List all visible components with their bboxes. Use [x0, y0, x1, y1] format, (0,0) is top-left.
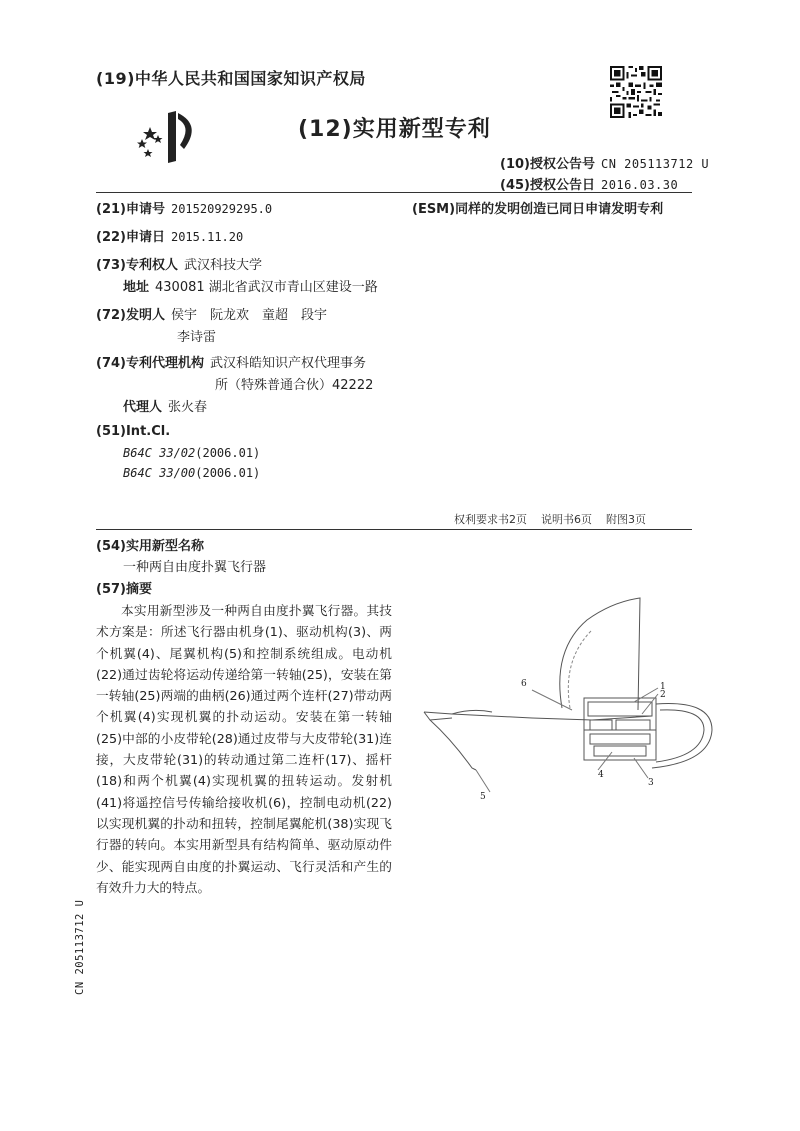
address-row	[123, 276, 378, 295]
drawing-label: 2	[660, 690, 666, 700]
address-label: 地址	[123, 280, 150, 295]
agent-row	[123, 396, 207, 415]
ipc-entry	[123, 446, 260, 461]
esm-note: (ESM)同样的发明创造已同日申请发明专利	[412, 202, 664, 217]
ipc-version: (2006.01)	[195, 446, 261, 460]
leader-lines	[476, 688, 658, 792]
aircraft-drawing	[412, 590, 742, 810]
description-pages: 说明书6页	[541, 513, 592, 526]
agent-label: 代理人	[123, 400, 163, 415]
header-divider	[96, 192, 692, 193]
application-number-row	[96, 198, 272, 217]
drawing-label: 5	[480, 792, 486, 802]
intcl-label: (51)Int.Cl.	[96, 424, 171, 439]
agent-value: 张火春	[168, 400, 208, 415]
inventors-row	[96, 304, 327, 323]
cnipa-logo	[132, 105, 202, 165]
title-label: (54)实用新型名称	[96, 539, 204, 554]
patentee-label: (73)专利权人	[96, 258, 178, 273]
page-counts	[454, 511, 660, 527]
document-type: (12)实用新型专利	[298, 117, 491, 142]
agency-label: (74)专利代理机构	[96, 356, 204, 371]
abstract-label: (57)摘要	[96, 582, 152, 597]
inventors-line1: 侯宇 阮龙欢 童超 段宇	[170, 308, 327, 323]
drawing-label: 3	[648, 778, 654, 788]
grant-number-value: CN 205113712 U	[600, 157, 710, 171]
drawing-label: 4	[598, 770, 604, 780]
application-date-label: (22)申请日	[96, 230, 165, 245]
nose-frame	[652, 704, 712, 768]
ipc-version: (2006.01)	[195, 466, 261, 480]
ipc-code: B64C 33/00	[123, 466, 196, 480]
grant-date-label: (45)授权公告日	[500, 178, 595, 193]
qr-code-icon	[610, 66, 662, 118]
ipc-entry	[123, 466, 260, 481]
inventors-line2: 李诗雷	[177, 330, 217, 345]
claims-pages: 权利要求书2页	[454, 513, 527, 526]
grant-date-row	[500, 174, 678, 193]
wing	[560, 598, 640, 710]
application-date-value: 2015.11.20	[170, 230, 244, 244]
abstract-text: 本实用新型涉及一种两自由度扑翼飞行器。其技术方案是：所述飞行器由机身(1)、驱动机构(3)、两个机翼(4)、尾翼机构(5)和控制系统组成。电动机(22)通过齿轮将运动传递给第一转轴(25)，安装在第一转轴(25)两端的曲柄(26)通过两个连杆(27)带动两个机翼(4)实现机翼的扑动运动。安装在第一转轴(25)中部的小皮带轮(28)通过皮带与大皮带轮(31)连接，大皮带轮(31)的转动通过第二连杆(17)、摇杆(18)和两个机翼(4)实现机翼的扭转运动。发射机(41)将遥控信号传输给接收机(6)，控制电动机(22)以实现机翼的扑动和扭转，控制尾翼舵机(38)实现飞行器的转向。本实用新型具有结构简单、驱动原动件少、能实现两自由度的扑翼运动、飞行灵活和产生的有效升力大的特点。	[96, 603, 392, 895]
patent-office-name: (19)中华人民共和国国家知识产权局	[96, 69, 366, 88]
drive-box	[584, 698, 656, 760]
drawing-label: 1	[660, 682, 666, 692]
grant-date-value: 2016.03.30	[600, 178, 679, 192]
drawing-label: 6	[521, 679, 527, 689]
agency-line2: 所（特殊普通合伙）42222	[215, 378, 374, 393]
patentee-value: 武汉科技大学	[183, 258, 262, 273]
grant-number-label: (10)授权公告号	[500, 157, 595, 172]
side-publication-id: CN 205113712 U	[74, 899, 86, 995]
ipc-code: B64C 33/02	[123, 446, 196, 460]
application-date-row	[96, 226, 243, 245]
figures-pages: 附图3页	[606, 513, 646, 526]
utility-model-title: 一种两自由度扑翼飞行器	[123, 560, 267, 575]
agency-line1: 武汉科皓知识产权代理事务	[209, 356, 366, 371]
application-number-label: (21)申请号	[96, 202, 165, 217]
agency-row	[96, 352, 366, 371]
patentee-row	[96, 254, 262, 273]
fuselage	[424, 710, 652, 770]
application-number-value: 201520929295.0	[170, 202, 273, 216]
grant-number-row	[500, 153, 709, 172]
inventors-label: (72)发明人	[96, 308, 165, 323]
address-value: 430081 湖北省武汉市青山区建设一路	[155, 280, 378, 295]
section-divider	[96, 529, 692, 530]
